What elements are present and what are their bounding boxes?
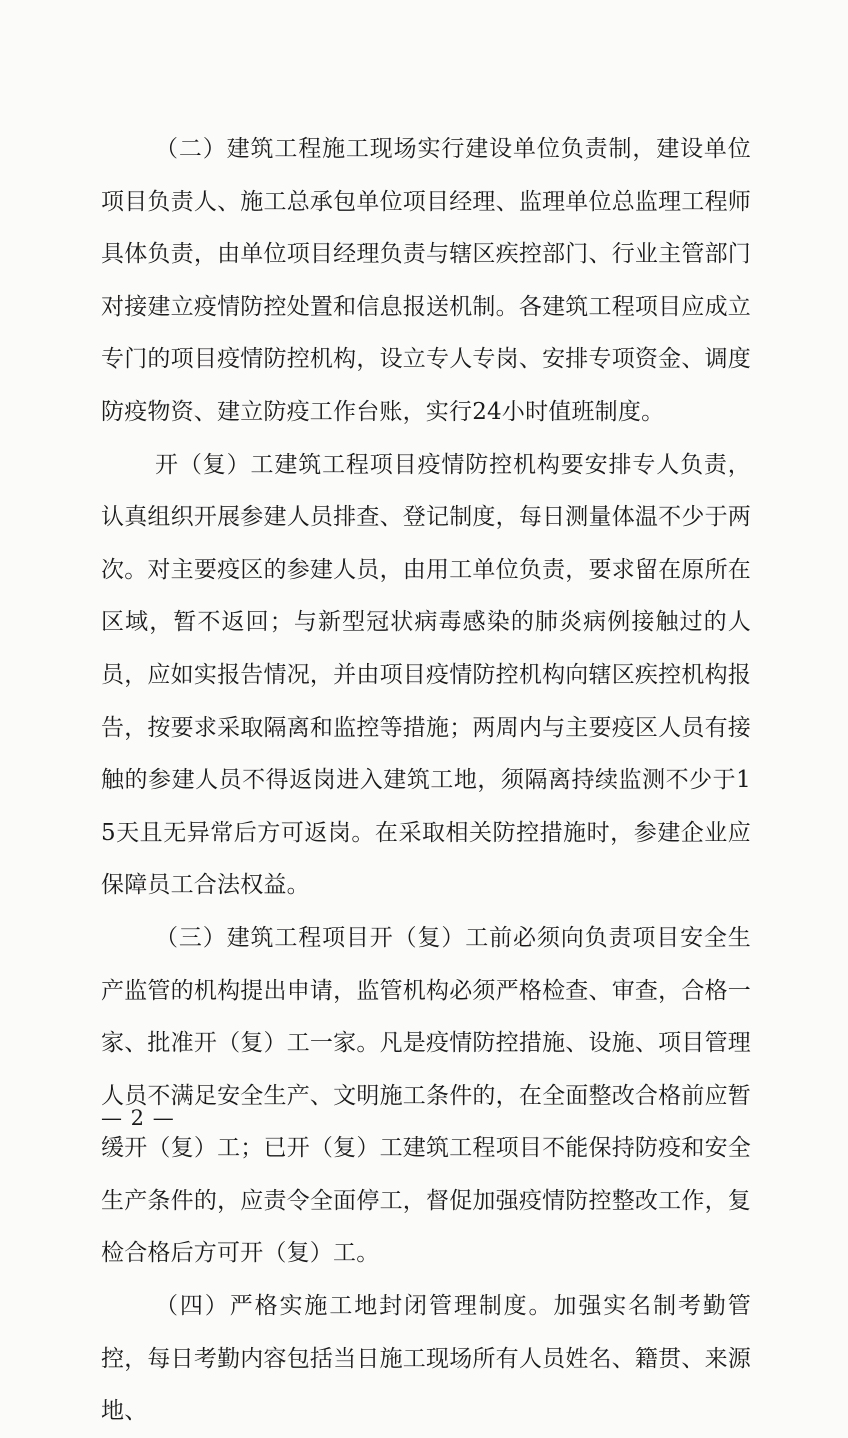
paragraph-2-continued: 开（复）工建筑工程项目疫情防控机构要安排专人负责，认真组织开展参建人员排查、登记制度，每日测量体温不少于两次。对主要疫区的参建人员，由用工单位负责，要求留在原所在区域，暂不返回；与新型冠状病毒感染的肺炎病例接触过的人员，应如实报告情况，并由项目疫情防控机构向辖区疾控机构报告，按要求采取隔离和监控等措施；两周内与主要疫区人员有接触的参建人员不得返岗进入建筑工地，须隔离持续监测不少于15天且无异常后方可返岗。在采取相关防控措施时，参建企业应保障员工合法权益。 [101,451,751,899]
document-body [101,123,751,1438]
paragraph-3: （三）建筑工程项目开（复）工前必须向负责项目安全生产监管的机构提出申请，监管机构必须严格检查、审查，合格一家、批准开（复）工一家。凡是疫情防控措施、设施、项目管理人员不满足安全生产、文明施工条件的，在全面整改合格前应暂缓开（复）工；已开（复）工建筑工程项目不能保持防疫和安全生产条件的，应责令全面停工，督促加强疫情防控整改工作，复检合格后方可开（复）工。 [101,924,751,1267]
page-number: — 2 — [101,1106,175,1130]
paragraph-4: （四）严格实施工地封闭管理制度。加强实名制考勤管控，每日考勤内容包括当日施工现场所有人员姓名、籍贯、来源地、 [101,1293,751,1425]
paragraph-2: （二）建筑工程施工现场实行建设单位负责制，建设单位项目负责人、施工总承包单位项目经理、监理单位总监理工程师具体负责，由单位项目经理负责与辖区疾控部门、行业主管部门对接建立疫情防控处置和信息报送机制。各建筑工程项目应成立专门的项目疫情防控机构，设立专人专岗、安排专项资金、调度防疫物资、建立防疫工作台账，实行24小时值班制度。 [101,136,751,425]
